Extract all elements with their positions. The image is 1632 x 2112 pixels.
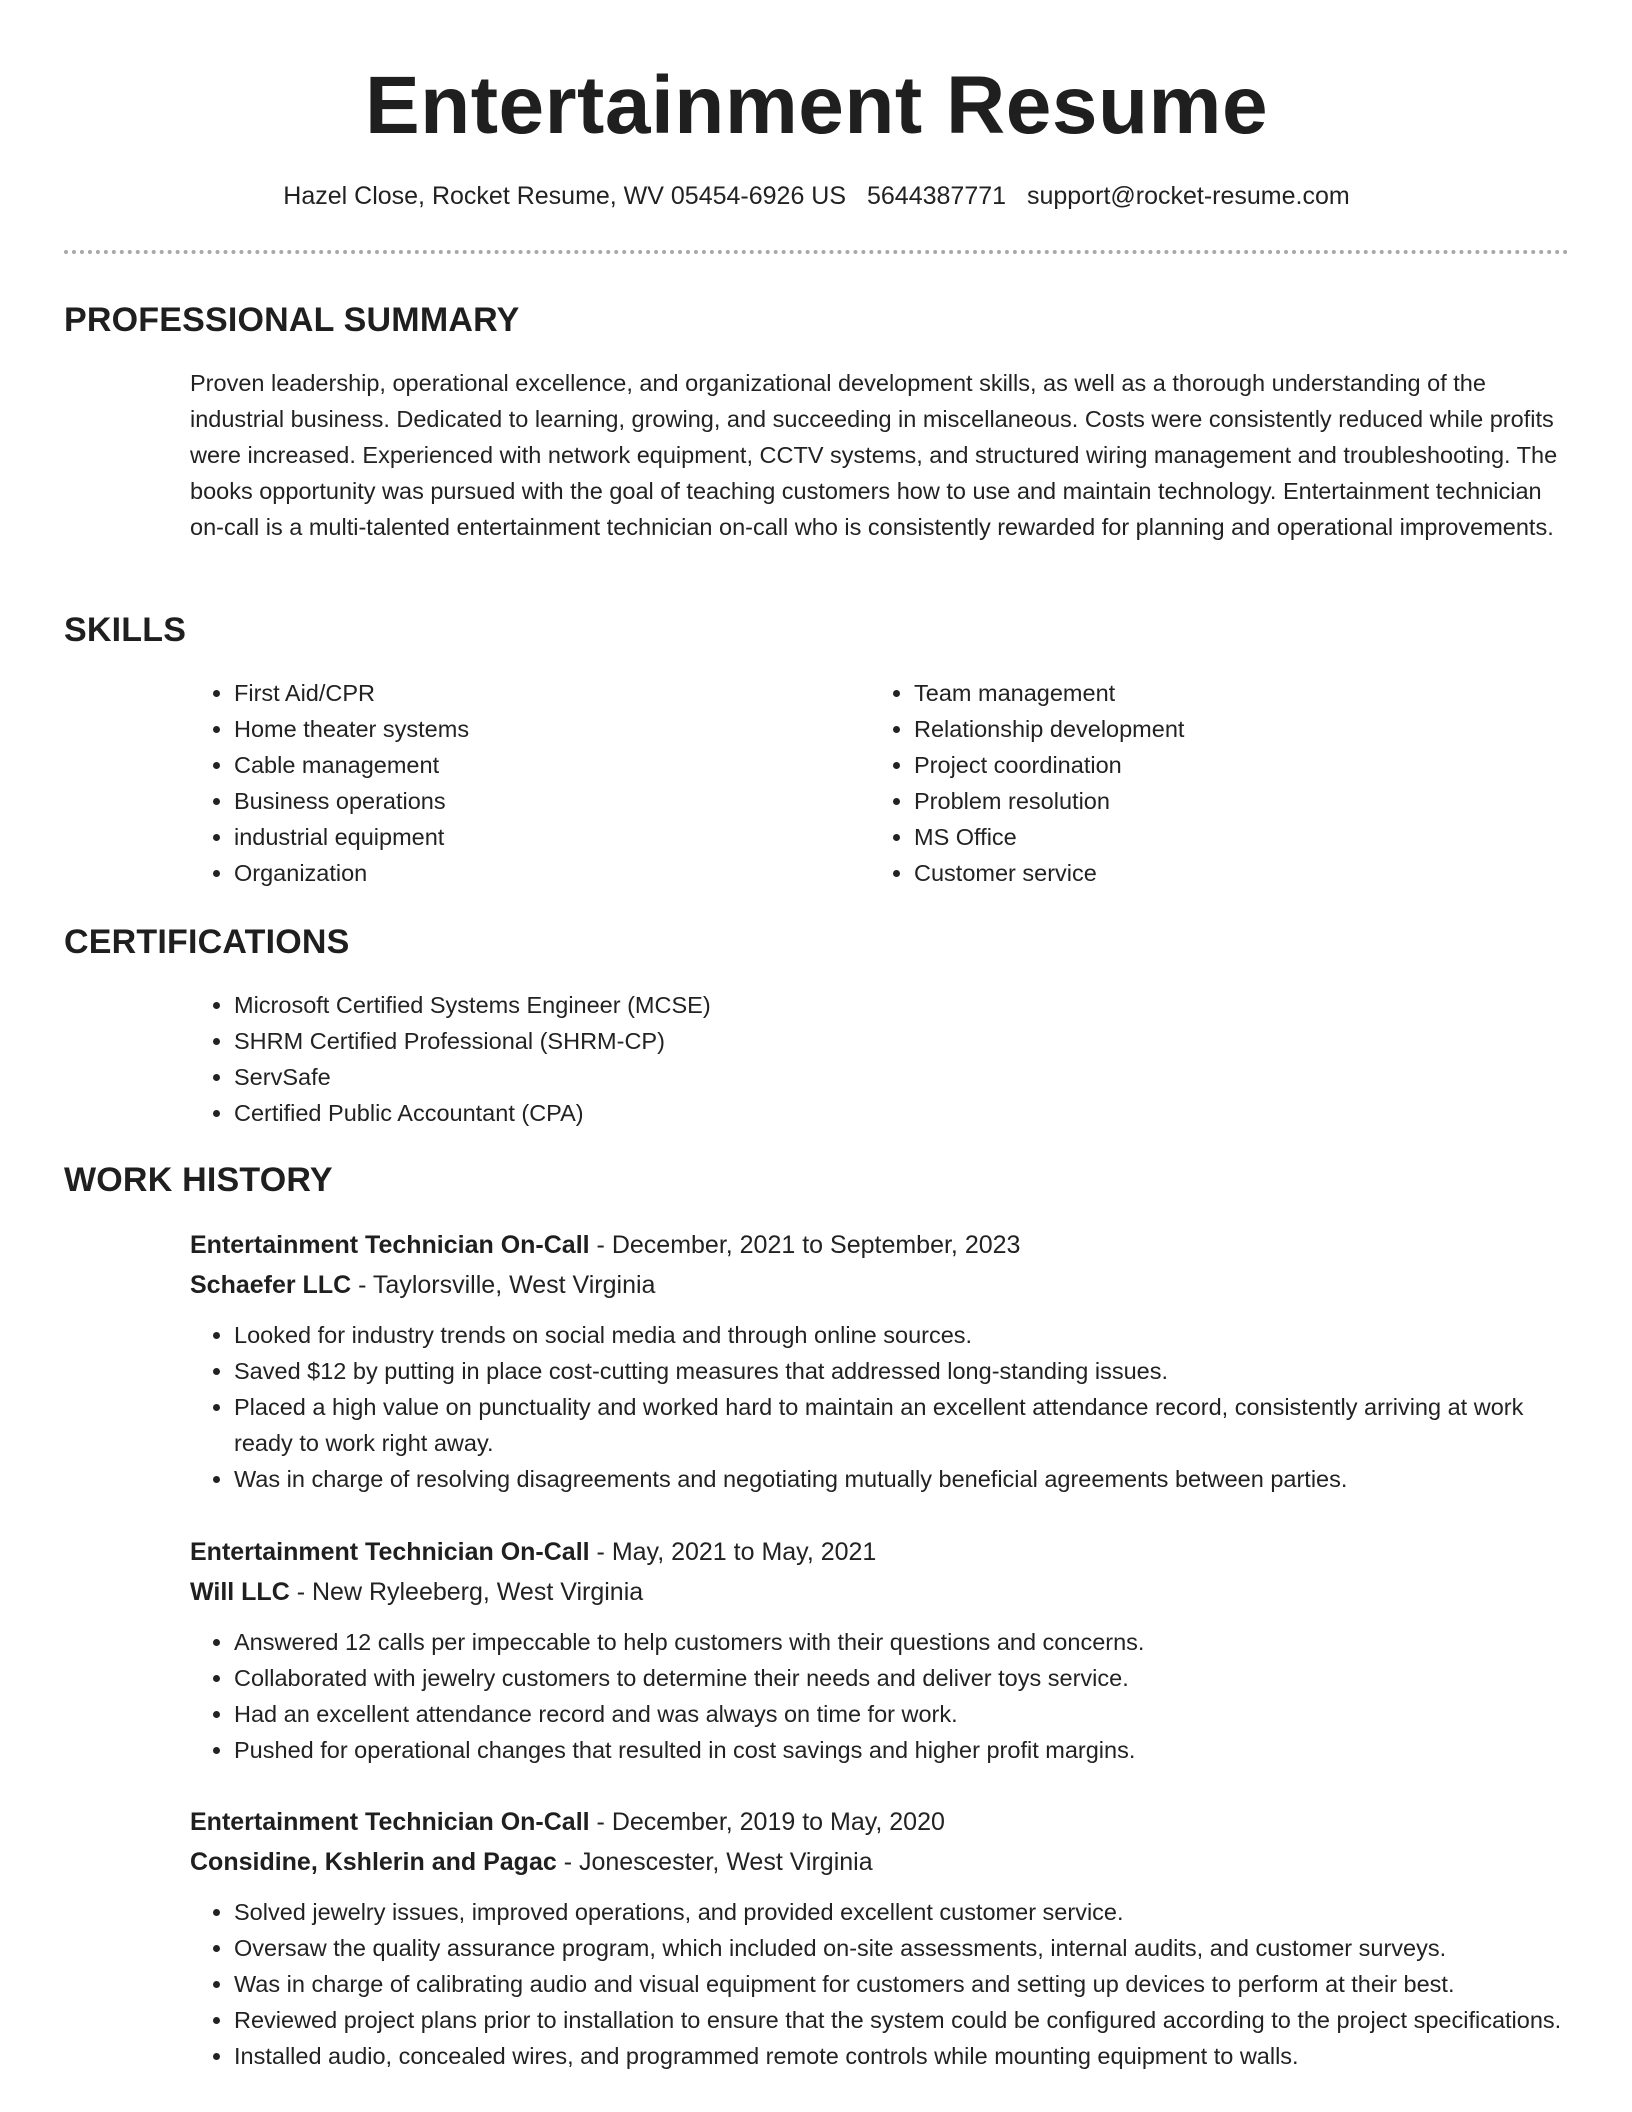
job-title: Entertainment Technician On-Call — [190, 1808, 590, 1836]
section-title-work-history: WORK HISTORY — [64, 1161, 333, 1199]
section-title-skills: SKILLS — [64, 611, 187, 649]
job-bullet: • Solved jewelry issues, improved operations, and provided excellent customer service. — [234, 1894, 1570, 1930]
section-title-summary: PROFESSIONAL SUMMARY — [64, 301, 520, 339]
job-entry — [190, 1225, 1570, 1497]
job-bullet: • Was in charge of calibrating audio and visual equipment for customers and setting up devices to perform at their best. — [234, 1966, 1570, 2002]
job-location: - New Ryleeberg, West Virginia — [289, 1578, 644, 1606]
job-company: Will LLC — [190, 1578, 290, 1606]
contact-email: support@rocket-resume.com — [1027, 182, 1350, 210]
resume-title: Entertainment Resume — [364, 60, 1269, 151]
header-divider — [64, 250, 1569, 254]
job-bullets — [190, 1317, 1570, 1497]
job-bullet: • Pushed for operational changes that resulted in cost savings and higher profit margins. — [234, 1732, 1570, 1768]
skill-item: • Problem resolution — [914, 783, 1184, 819]
job-company-line — [190, 1842, 1570, 1882]
skills-list-right — [870, 675, 1184, 891]
job-title: Entertainment Technician On-Call — [190, 1231, 590, 1259]
skills-column-right — [870, 675, 1184, 891]
job-bullet: • Oversaw the quality assurance program, which included on-site assessments, internal audits, and customer surveys. — [234, 1930, 1570, 1966]
job-entry — [190, 1802, 1570, 2074]
certifications-list — [190, 987, 711, 1131]
job-title-line — [190, 1225, 1570, 1265]
job-dates: - December, 2021 to September, 2023 — [589, 1231, 1021, 1259]
job-bullet: • Saved $12 by putting in place cost-cutting measures that addressed long-standing issues. — [234, 1353, 1570, 1389]
skill-item: • MS Office — [914, 819, 1184, 855]
skill-item: • First Aid/CPR — [234, 675, 469, 711]
job-bullet: • Installed audio, concealed wires, and programmed remote controls while mounting equipment to walls. — [234, 2038, 1570, 2074]
skill-item: • Organization — [234, 855, 469, 891]
job-dates: - December, 2019 to May, 2020 — [589, 1808, 945, 1836]
job-bullet: • Reviewed project plans prior to installation to ensure that the system could be configured according to the project specifications. — [234, 2002, 1570, 2038]
job-entry — [190, 1532, 1570, 1768]
job-bullet: • Answered 12 calls per impeccable to help customers with their questions and concerns. — [234, 1624, 1570, 1660]
contact-phone: 5644387771 — [867, 182, 1007, 210]
resume-page — [64, 0, 1569, 2069]
job-company: Considine, Kshlerin and Pagac — [190, 1848, 557, 1876]
job-bullet: • Looked for industry trends on social media and through online sources. — [234, 1317, 1570, 1353]
skill-item: • industrial equipment — [234, 819, 469, 855]
job-bullets — [190, 1894, 1570, 2074]
job-dates: - May, 2021 to May, 2021 — [589, 1538, 877, 1566]
certification-item: • Certified Public Accountant (CPA) — [234, 1095, 711, 1131]
section-title-certifications: CERTIFICATIONS — [64, 923, 350, 961]
job-title-line — [190, 1532, 1570, 1572]
job-location: - Taylorsville, West Virginia — [351, 1271, 656, 1299]
certification-item: • Microsoft Certified Systems Engineer (MCSE) — [234, 987, 711, 1023]
skill-item: • Team management — [914, 675, 1184, 711]
job-bullet: • Placed a high value on punctuality and worked hard to maintain an excellent attendance record, consistently arriving at work ready to work right away. — [234, 1389, 1570, 1461]
job-company: Schaefer LLC — [190, 1271, 352, 1299]
skill-item: • Business operations — [234, 783, 469, 819]
skill-item: • Project coordination — [914, 747, 1184, 783]
skill-item: • Cable management — [234, 747, 469, 783]
job-company-line — [190, 1265, 1570, 1305]
contact-address: Hazel Close, Rocket Resume, WV 05454-6926 US — [283, 182, 847, 210]
job-company-line — [190, 1572, 1570, 1612]
job-title: Entertainment Technician On-Call — [190, 1538, 590, 1566]
job-bullets — [190, 1624, 1570, 1768]
skill-item: • Relationship development — [914, 711, 1184, 747]
job-bullet: • Had an excellent attendance record and was always on time for work. — [234, 1696, 1570, 1732]
job-bullet: • Collaborated with jewelry customers to determine their needs and deliver toys service. — [234, 1660, 1570, 1696]
job-bullet: • Was in charge of resolving disagreements and negotiating mutually beneficial agreements between parties. — [234, 1461, 1570, 1497]
skills-column-left — [190, 675, 469, 891]
skills-list-left — [190, 675, 469, 891]
skill-item: • Home theater systems — [234, 711, 469, 747]
contact-line — [64, 180, 1569, 212]
job-location: - Jonescester, West Virginia — [556, 1848, 873, 1876]
summary-text: Proven leadership, operational excellence, and organizational development skills, as well as a thorough understanding of the industrial business. Dedicated to learning, growing, and succeeding in miscellaneous. Costs were consistently reduced while profits were increased. Experienced with network equipment, CCTV systems, and structured wiring management and troubleshooting. The books opportunity was pursued with the goal of teaching customers how to use and maintain technology. Entertainment technician on-call is a multi-talented entertainment technician on-call who is consistently rewarded for planning and operational improvements. — [190, 370, 1558, 540]
certification-item: • SHRM Certified Professional (SHRM-CP) — [234, 1023, 711, 1059]
job-title-line — [190, 1802, 1570, 1842]
certification-item: • ServSafe — [234, 1059, 711, 1095]
skill-item: • Customer service — [914, 855, 1184, 891]
certifications-block — [190, 987, 711, 1131]
